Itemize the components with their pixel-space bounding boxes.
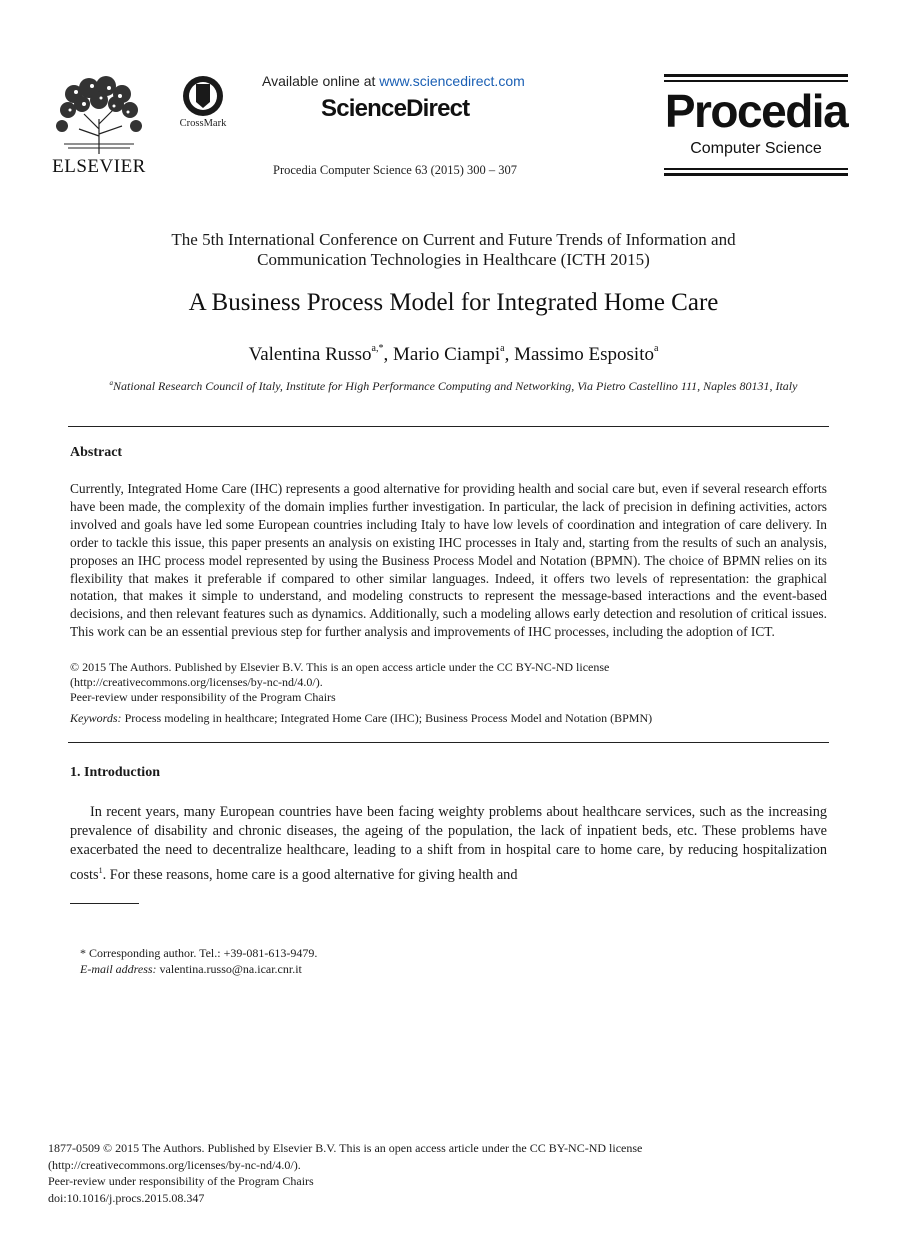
footer-peer-review: Peer-review under responsibility of the Program Chairs: [48, 1174, 314, 1188]
email-address[interactable]: valentina.russo@na.icar.cnr.it: [159, 962, 302, 976]
abstract-heading: Abstract: [70, 445, 123, 460]
procedia-logo: [664, 74, 848, 176]
footer-doi[interactable]: doi:10.1016/j.procs.2015.08.347: [48, 1191, 205, 1205]
affiliation: [40, 379, 867, 394]
author-name: Mario Ciampi: [393, 344, 501, 365]
introduction-paragraph: [70, 803, 827, 885]
reference-mark[interactable]: 1: [98, 865, 103, 875]
journal-subtitle: Computer Science: [690, 140, 822, 157]
abstract-body: Currently, Integrated Home Care (IHC) represents a good alternative for providing health and social care but, even if several research efforts have been made, the complexity of the domain implies further investigation. In particular, the lack of precision in defining activities, actors involved and goals have led some European countries including Italy to have low levels of coordination and integration of care delivery. In order to tackle this issue, this paper presents an analysis on existing IHC processes in Italy and, starting from the results of such an analysis, proposes an IHC process model represented by using the Business Process Model and Notation (BPMN). The choice of BPMN relies on its flexibility that makes it preferable if compared to other similar languages. Indeed, it offers two levels of representation: the graphical notation, that makes it simple to understand, and modeling constructs to represent the message-based interactions and the event-based decisions, and then relevant features such as dynamics. Additionally, such a modeling allows early detection and resolution of critical issues. This work can be an essential previous step for further analysis and improvements of IHC processes, including the adoption of ICT.: [70, 481, 827, 640]
procedia-bottom-rule: [664, 173, 848, 176]
abstract-top-rule: [68, 426, 829, 427]
available-prefix: Available online at: [262, 73, 376, 89]
conference-line-2: Communication Technologies in Healthcare (ICTH 2015): [257, 250, 650, 269]
sciencedirect-link[interactable]: www.sciencedirect.com: [379, 73, 525, 89]
elsevier-tree-icon: [54, 74, 144, 154]
available-online-line: [262, 73, 525, 89]
license-line-1: © 2015 The Authors. Published by Elsevier B.V. This is an open access article under the CC BY-NC-ND license: [70, 660, 610, 674]
corresponding-author-note: * Corresponding author. Tel.: +39-081-613-9479.: [80, 946, 318, 960]
license-link[interactable]: (http://creativecommons.org/licenses/by-nc-nd/4.0/).: [70, 675, 323, 689]
footer-license-link[interactable]: (http://creativecommons.org/licenses/by-nc-nd/4.0/).: [48, 1158, 301, 1172]
paper-title: A Business Process Model for Integrated Home Care: [188, 289, 719, 316]
procedia-top-rule-thin: [664, 80, 848, 82]
footer-issn-license: 1877-0509 © 2015 The Authors. Published by Elsevier B.V. This is an open access article under the CC BY-NC-ND license: [48, 1141, 643, 1155]
section-heading-introduction: 1. Introduction: [70, 765, 160, 780]
affiliation-text: National Research Council of Italy, Institute for High Performance Computing and Networking, Via Pietro Castellino 111, Naples 80131, Italy: [113, 379, 798, 393]
keywords-text: Process modeling in healthcare; Integrated Home Care (IHC); Business Process Model and Notation (BPMN): [124, 711, 653, 725]
author-name: Massimo Esposito: [514, 344, 654, 365]
crossmark-label: CrossMark: [179, 118, 227, 129]
sciencedirect-logo: ScienceDirect: [321, 95, 470, 122]
author-list: Valentina Russo$^{a,*}$, Mario Ciampi$^a$, Massimo Esposito$^a$: [248, 343, 659, 365]
author-affiliation-mark: a,*: [371, 343, 384, 354]
author-affiliation-mark: a: [653, 343, 659, 354]
procedia-top-rule: [664, 74, 848, 77]
keywords-label: Keywords:: [70, 711, 122, 725]
keywords-line: [70, 711, 827, 726]
journal-brand: Procedia: [664, 85, 848, 137]
email-label: E-mail address:: [80, 962, 157, 976]
elsevier-logo: [50, 74, 148, 176]
author-affiliation-mark: a: [500, 343, 505, 354]
author-name: Valentina Russo: [248, 344, 372, 365]
affiliation-mark: a: [109, 379, 114, 387]
intro-text-part-2: . For these reasons, home care is a good alternative for giving health and: [102, 866, 518, 883]
abstract-bottom-rule: [68, 742, 829, 743]
conference-name: [60, 230, 847, 270]
intro-text-part-1: In recent years, many European countries have been facing weighty problems about healthcare services, such as the increasing prevalence of disability and chronic diseases, the ageing of the population, the lack of inpatient beds, etc. These problems have exacerbated the need to decentralize healthcare, leading to a shift from in hospital care to home care, by reducing hospitalization costs: [70, 804, 827, 883]
conference-line-1: The 5th International Conference on Current and Future Trends of Information and: [171, 230, 736, 249]
footnote-rule: [70, 903, 139, 904]
journal-citation: Procedia Computer Science 63 (2015) 300 – 307: [273, 163, 518, 177]
email-note: [80, 962, 302, 977]
publisher-name: ELSEVIER: [52, 156, 146, 177]
procedia-bottom-rule-thin: [664, 168, 848, 170]
peer-review-line: Peer-review under responsibility of the Program Chairs: [70, 690, 336, 704]
